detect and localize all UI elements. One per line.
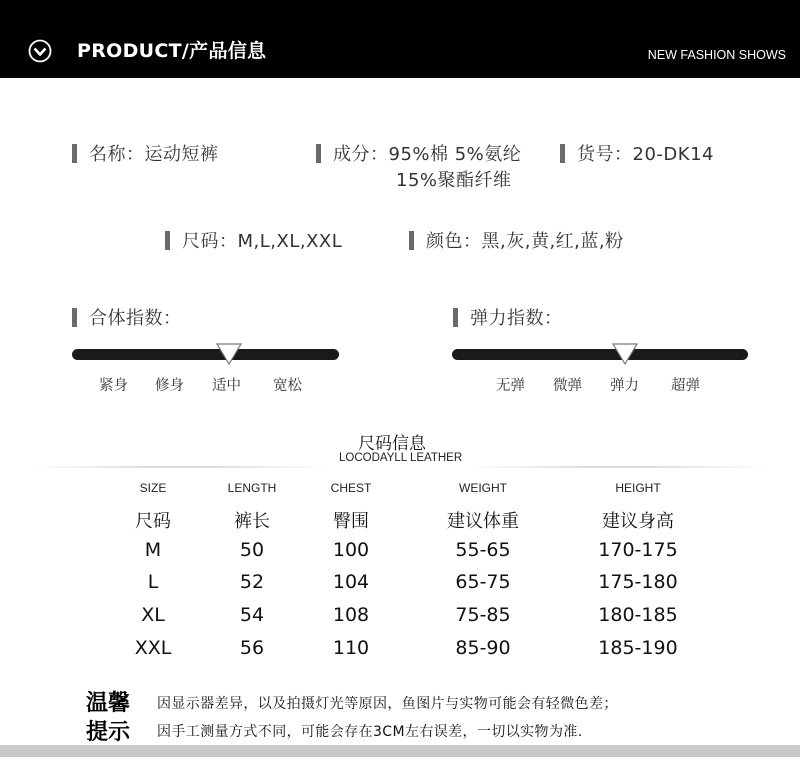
table-cell: 110 <box>332 637 370 659</box>
product-sizes <box>165 227 342 253</box>
notes-line2: 因手工测量方式不同，可能会存在3CM左右误差，一切以实物为准. <box>157 724 583 740</box>
colors-text: 颜色：黑,灰,黄,红,蓝,粉 <box>426 231 624 252</box>
sizes-text: 尺码：M,L,XL,XXL <box>182 231 343 252</box>
fit-label: 适中 <box>212 378 241 394</box>
chevron-circle-icon <box>28 39 52 63</box>
fit-index-track <box>72 349 339 360</box>
fit-label: 宽松 <box>273 378 302 394</box>
product-composition <box>316 140 521 166</box>
table-cell: XXL <box>134 637 172 659</box>
table-cell: M <box>144 539 162 561</box>
label-bar <box>72 308 77 327</box>
label-bar <box>409 231 414 250</box>
elasticity-label: 弹力 <box>610 378 639 394</box>
notes-label-line1: 温馨 <box>86 691 131 716</box>
divider-line-left <box>30 466 330 468</box>
height-header-en: HEIGHT <box>615 481 661 495</box>
product-colors <box>409 227 624 253</box>
table-cell: 85-90 <box>455 637 511 659</box>
table-cell: 108 <box>332 604 370 626</box>
fit-index-title <box>72 304 182 330</box>
header-title: PRODUCT/产品信息 <box>77 40 267 62</box>
table-cell: 50 <box>239 539 265 561</box>
label-bar <box>165 231 170 250</box>
weight-header-en: WEIGHT <box>459 481 507 495</box>
product-name-text: 名称：运动短裤 <box>89 144 219 165</box>
bottom-divider <box>0 745 800 757</box>
table-cell: 104 <box>332 571 370 593</box>
fit-label: 紧身 <box>99 378 128 394</box>
divider-line-right <box>468 466 768 468</box>
elasticity-label: 微弹 <box>553 378 582 394</box>
size-header-cn: 尺码 <box>135 511 171 532</box>
table-cell: 180-185 <box>598 604 678 626</box>
fit-label: 修身 <box>155 378 184 394</box>
elasticity-index-title-text: 弹力指数： <box>470 308 563 329</box>
table-cell: 170-175 <box>598 539 678 561</box>
product-name <box>72 140 219 166</box>
weight-header-cn: 建议体重 <box>447 511 519 532</box>
table-cell: L <box>147 571 159 593</box>
notes-label-line2: 提示 <box>86 720 131 745</box>
table-cell: 56 <box>239 637 265 659</box>
table-cell: 175-180 <box>598 571 678 593</box>
table-cell: 185-190 <box>598 637 678 659</box>
fit-index-title-text: 合体指数： <box>89 308 182 329</box>
size-table-subtitle: LOCODAYLL LEATHER <box>339 452 463 464</box>
height-header-cn: 建议身高 <box>602 511 674 532</box>
elasticity-label: 超弹 <box>671 378 700 394</box>
elasticity-index-track <box>452 349 748 360</box>
table-cell: 55-65 <box>455 539 511 561</box>
table-cell: 100 <box>332 539 370 561</box>
size-table-title: 尺码信息 <box>358 434 426 454</box>
chest-header-cn: 臀围 <box>333 511 369 532</box>
table-cell: 75-85 <box>455 604 511 626</box>
label-bar <box>72 144 77 163</box>
table-cell: 54 <box>239 604 265 626</box>
length-header-cn: 裤长 <box>234 511 270 532</box>
composition-text-line2: 15%聚酯纤维 <box>396 170 512 191</box>
elasticity-index-title <box>453 304 563 330</box>
fit-index-marker-icon <box>215 342 243 366</box>
item-no-text: 货号：20-DK14 <box>577 144 714 165</box>
product-item-no <box>560 140 714 166</box>
size-header-en: SIZE <box>139 481 167 495</box>
table-cell: 65-75 <box>455 571 511 593</box>
header-subtitle: NEW FASHION SHOWS <box>647 48 786 62</box>
elasticity-label: 无弹 <box>496 378 525 394</box>
composition-text: 成分：95%棉 5%氨纶 <box>333 144 522 165</box>
notes-line1: 因显示器差异，以及拍摄灯光等原因，鱼图片与实物可能会有轻微色差； <box>157 696 618 712</box>
table-cell: XL <box>141 604 165 626</box>
label-bar <box>316 144 321 163</box>
label-bar <box>453 308 458 327</box>
table-cell: 52 <box>239 571 265 593</box>
length-header-en: LENGTH <box>227 481 277 495</box>
elasticity-index-marker-icon <box>611 342 639 366</box>
label-bar <box>560 144 565 163</box>
chest-header-en: CHEST <box>330 481 372 495</box>
